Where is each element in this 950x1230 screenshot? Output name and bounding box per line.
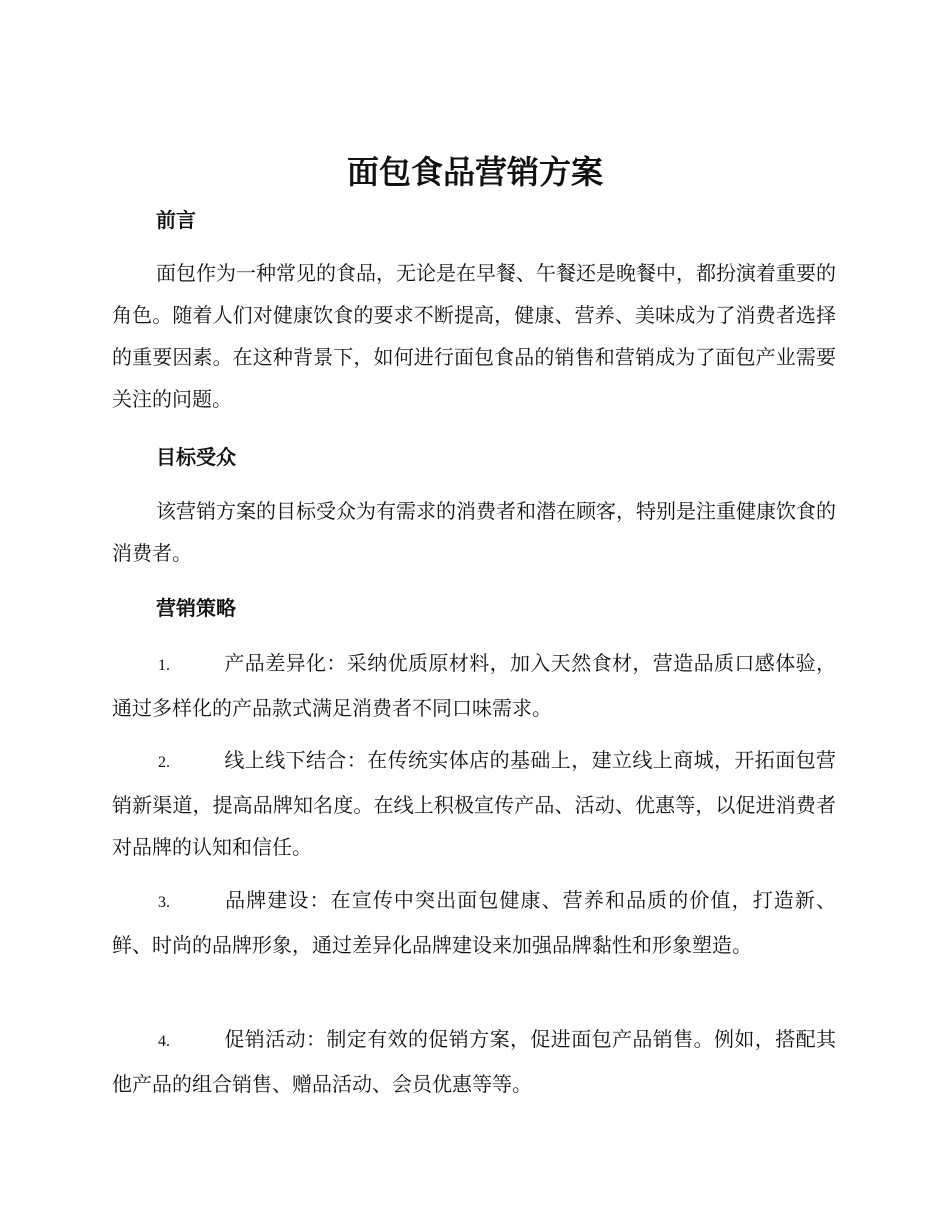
list-item-number: 4.	[158, 1033, 170, 1050]
preface-paragraph: 面包作为一种常见的食品，无论是在早餐、午餐还是晚餐中，都扮演着重要的角色。随着人们对健康饮食的要求不断提高，健康、营养、美味成为了消费者选择的重要因素。在这种背景下，如何进行面包食品的销售和营销成为了面包产业需要关注的问题。	[112, 261, 836, 411]
document-title: 面包食品营销方案	[346, 153, 603, 191]
section-heading-audience: 目标受众	[156, 445, 236, 469]
list-item-text: 线上线下结合：在传统实体店的基础上，建立线上商城，开拓面包营销新渠道，提高品牌知名度。在线上积极宣传产品、活动、优惠等，以促进消费者对品牌的认知和信任。	[112, 748, 836, 859]
strategy-list-item	[112, 879, 836, 966]
audience-paragraph: 该营销方案的目标受众为有需求的消费者和潜在顾客，特别是注重健康饮食的消费者。	[112, 499, 836, 565]
list-item-text: 促销活动：制定有效的促销方案，促进面包产品销售。例如，搭配其他产品的组合销售、赠品活动、会员优惠等等。	[112, 1027, 836, 1096]
list-item-number: 3.	[158, 894, 170, 911]
strategy-list-item	[112, 642, 836, 729]
list-item-number: 2.	[158, 754, 170, 771]
list-item-text: 产品差异化：采纳优质原材料，加入天然食材，营造品质口感体验，通过多样化的产品款式满足消费者不同口味需求。	[112, 651, 836, 720]
list-item-number: 1.	[158, 657, 170, 674]
strategy-list-item	[112, 739, 836, 868]
list-item-text: 品牌建设：在宣传中突出面包健康、营养和品质的价值，打造新、鲜、时尚的品牌形象，通过差异化品牌建设来加强品牌黏性和形象塑造。	[112, 888, 836, 957]
section-heading-preface: 前言	[156, 208, 196, 232]
section-heading-strategy: 营销策略	[156, 596, 236, 620]
strategy-list-item	[112, 1018, 836, 1105]
